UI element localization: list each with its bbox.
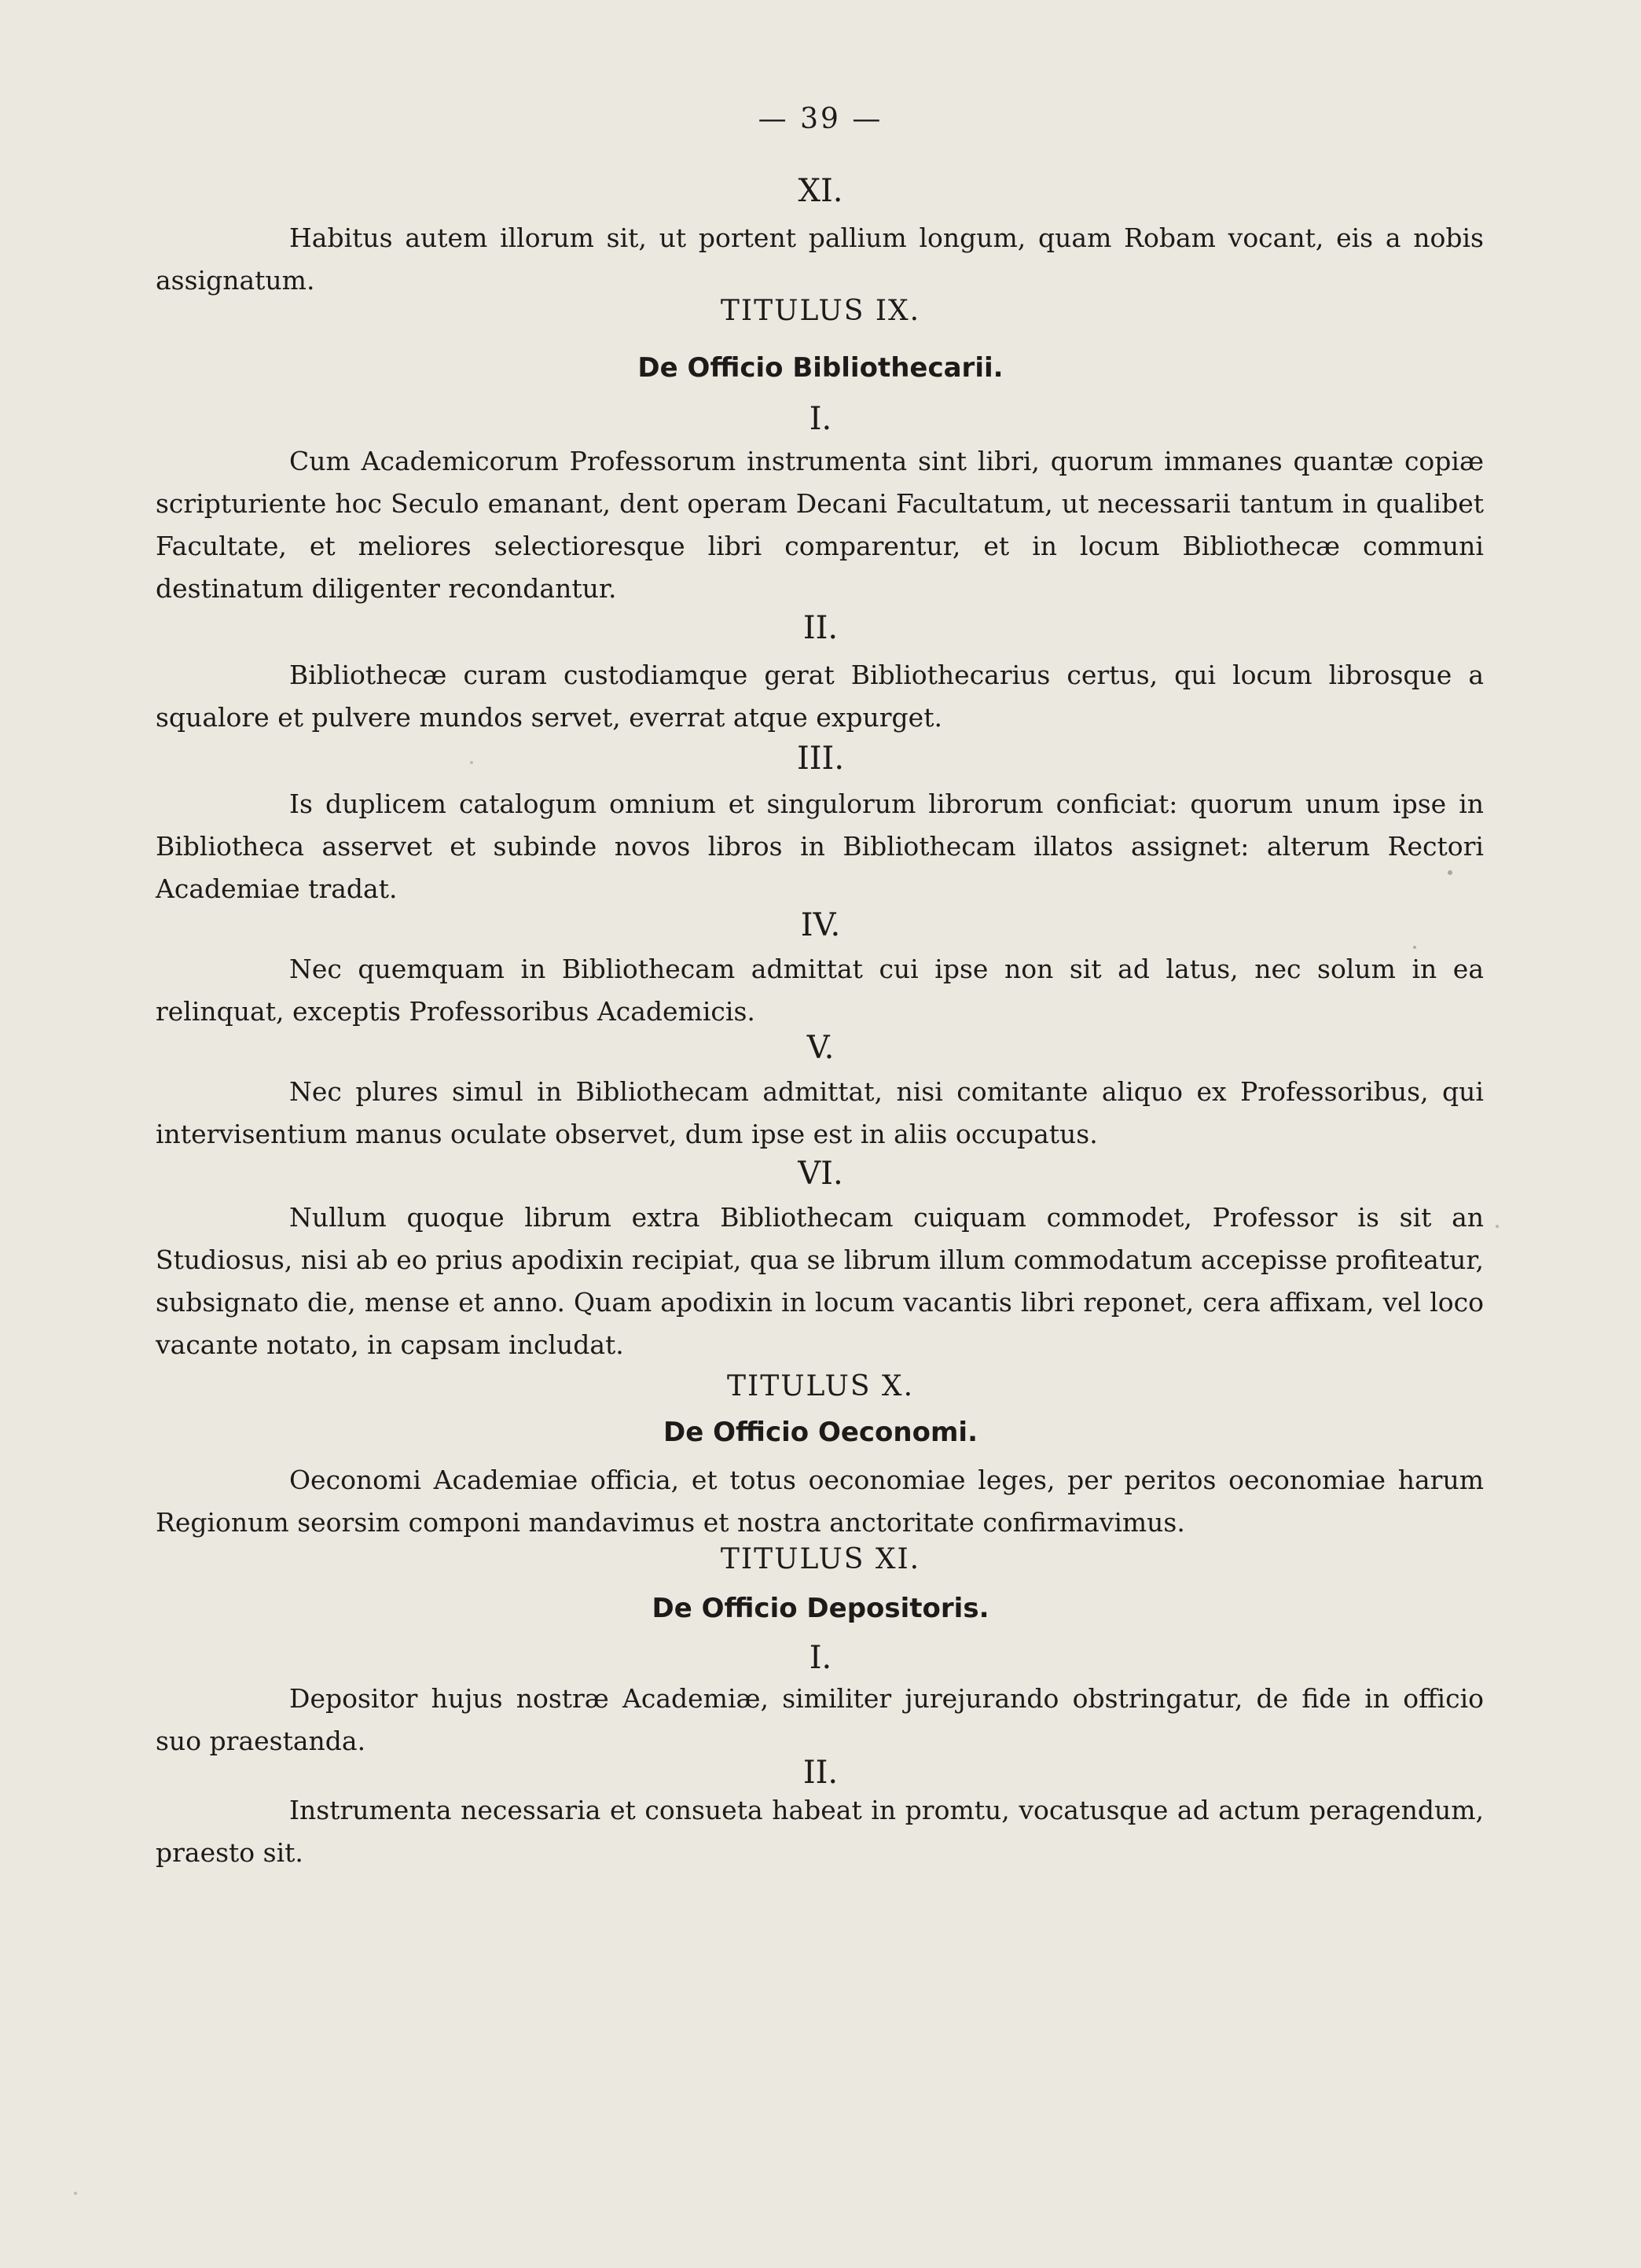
- paragraph: Nullum quoque librum extra Bibliothecam cuiquam commodet, Professor is sit an Studiosus, nisi ab eo prius apodixin recipiat, qua se librum illum commodatum accepisse profiteatur, subsignato die, mense et anno. Quam apodixin in locum vacantis libri reponet, cera affixam, vel loco vacante notato, in capsam includat.: [156, 1202, 1484, 1360]
- section-numeral: I.: [809, 401, 832, 437]
- section-numeral: V.: [806, 1030, 835, 1066]
- section-subtitle: De Officio Depositoris.: [652, 1593, 989, 1624]
- paragraph: Depositor hujus nostræ Academiæ, similiter jurejurando obstringatur, de fide in officio suo praestanda.: [156, 1683, 1484, 1756]
- paragraph: Oeconomi Academiae officia, et totus oeconomiae leges, per peritos oeconomiae harum Regionum seorsim componi mandavimus et nostra anctoritate confirmavimus.: [156, 1465, 1484, 1538]
- section-numeral: II.: [802, 610, 839, 646]
- paragraph: Nec quemquam in Bibliothecam admittat cui ipse non sit ad latus, nec solum in ea relinquat, exceptis Professoribus Academicis.: [156, 954, 1484, 1027]
- paragraph: Bibliothecæ curam custodiamque gerat Bibliothecarius certus, qui locum librosque a squalore et pulvere mundos servet, everrat atque expurget.: [156, 660, 1484, 733]
- section-numeral: VI.: [798, 1156, 843, 1192]
- title-heading: TITULUS XI.: [720, 1543, 921, 1575]
- section-numeral: IV.: [800, 907, 841, 943]
- paragraph: Instrumenta necessaria et consueta habeat in promtu, vocatusque ad actum peragendum, praesto sit.: [156, 1795, 1484, 1868]
- paragraph: Habitus autem illorum sit, ut portent pallium longum, quam Robam vocant, eis a nobis assignatum.: [156, 222, 1484, 296]
- section-numeral: III.: [796, 741, 845, 777]
- section-subtitle: De Officio Oeconomi.: [663, 1417, 978, 1448]
- title-heading: TITULUS X.: [726, 1370, 915, 1402]
- section-subtitle: De Officio Bibliothecarii.: [637, 352, 1004, 384]
- section-numeral: XI.: [798, 173, 843, 209]
- paragraph: Nec plures simul in Bibliothecam admittat, nisi comitante aliquo ex Professoribus, qui intervisentium manus oculate observet, dum ipse est in aliis occupatus.: [156, 1076, 1484, 1149]
- paragraph: Cum Academicorum Professorum instrumenta sint libri, quorum immanes quantæ copiæ scripturiente hoc Seculo emanant, dent operam Decani Facultatum, ut necessarii tantum in qualibet Facultate, et meliores selectioresque libri comparentur, et in locum Bibliothecæ communi destinatum diligenter recondantur.: [156, 446, 1484, 604]
- section-numeral: II.: [802, 1755, 839, 1791]
- paragraph: Is duplicem catalogum omnium et singulorum librorum conficiat: quorum unum ipse in Bibliotheca asservet et subinde novos libros in Bibliothecam illatos assignet: alterum Rectori Academiae tradat.: [156, 788, 1484, 904]
- page-number: — 39 —: [758, 103, 883, 135]
- title-heading: TITULUS IX.: [720, 295, 921, 327]
- section-numeral: I.: [809, 1640, 832, 1676]
